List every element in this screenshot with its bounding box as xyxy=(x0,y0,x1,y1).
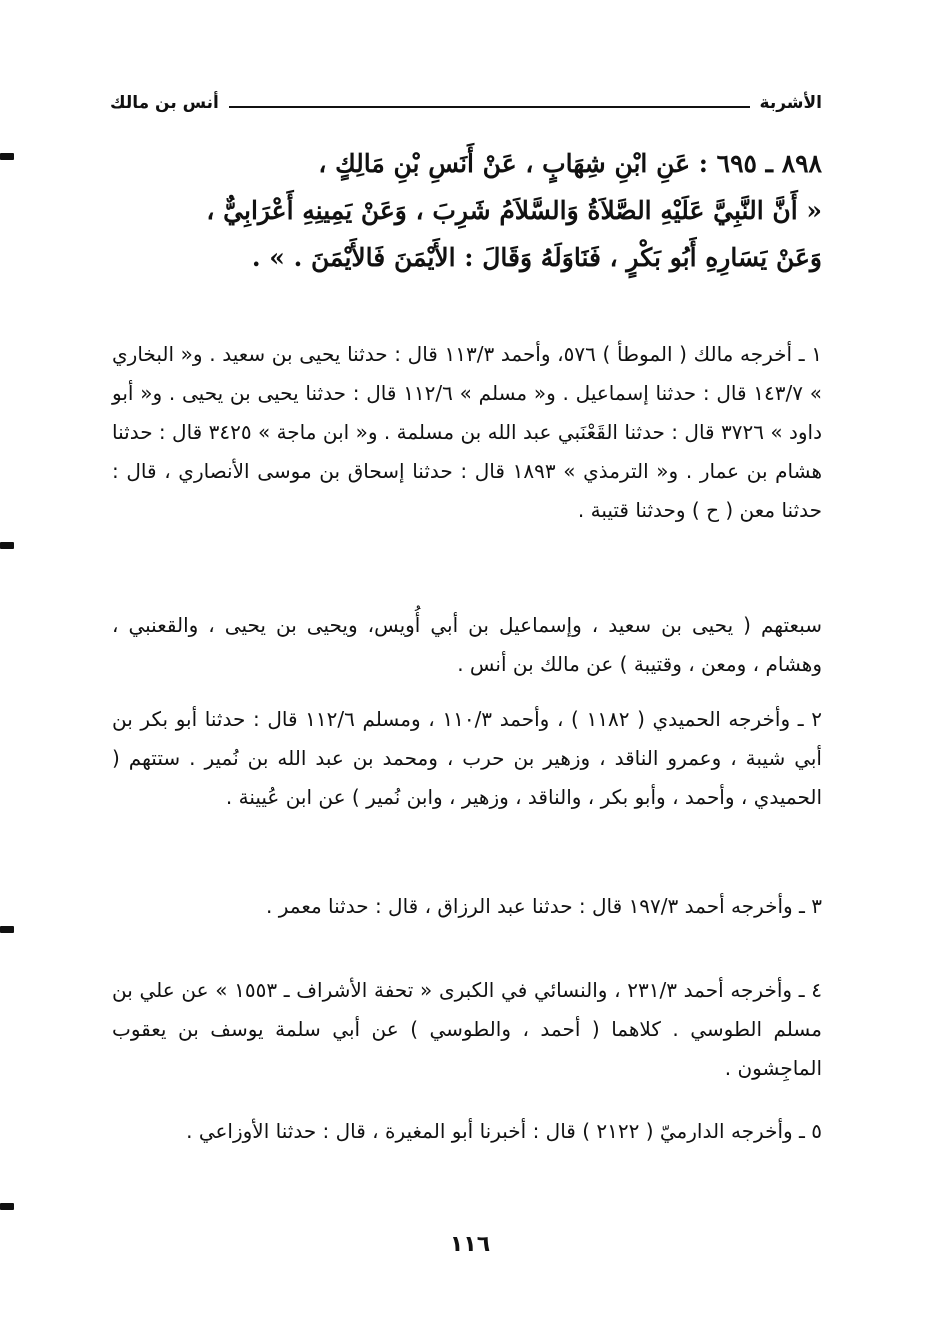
hadith-line: وَعَنْ يَسَارِهِ أَبُو بَكْرٍ ، فَنَاوَلَهُ وَقَالَ : الأَيْمَنَ فَالأَيْمَنَ . » . xyxy=(251,243,822,272)
footnote-3 xyxy=(112,887,822,926)
edge-mark-3 xyxy=(0,926,14,933)
footnote-1-summary xyxy=(112,606,822,684)
footnote-5 xyxy=(112,1112,822,1151)
footnote-1 xyxy=(112,335,822,530)
footnote-text: ٣ ـ وأخرجه أحمد ١٩٧/٣ قال : حدثنا عبد الرزاق ، قال : حدثنا معمر . xyxy=(266,894,822,918)
header-rule xyxy=(229,106,750,108)
edge-mark-2 xyxy=(0,542,14,549)
narrator-title: أنس بن مالك xyxy=(110,93,219,113)
footnote-text: ١ ـ أخرجه مالك ( الموطأ ) ٥٧٦، وأحمد ١١٣/٣ قال : حدثنا يحيى بن سعيد . و« البخاري » ١٤٣/٧ قال : حدثنا إسماعيل . و« مسلم » ١١٢/٦ قال : حدثنا يحيى بن يحيى . و« أبو داود » ٣٧٢٦ قال : حدثنا القَعْنَبي عبد الله بن مسلمة . و« ابن ماجة » ٣٤٢٥ قال : حدثنا هشام بن عمار . و« الترمذي » ١٨٩٣ قال : حدثنا إسحاق بن موسى الأنصاري ، قال : حدثنا معن ( ح ) وحدثنا قتيبة . xyxy=(112,342,823,522)
footnote-2 xyxy=(112,700,822,817)
footnote-4 xyxy=(112,971,822,1088)
edge-mark-1 xyxy=(0,153,14,160)
footnote-text: سبعتهم ( يحيى بن سعيد ، وإسماعيل بن أبي أُويس، ويحيى بن يحيى ، والقعنبي ، وهشام ، ومعن ، وقتيبة ) عن مالك بن أنس . xyxy=(112,613,822,676)
footnote-text: ٥ ـ وأخرجه الدارميّ ( ٢١٢٢ ) قال : أخبرنا أبو المغيرة ، قال : حدثنا الأوزاعي . xyxy=(186,1119,822,1143)
footnote-text: ٢ ـ وأخرجه الحميدي ( ١١٨٢ ) ، وأحمد ١١٠/٣ ، ومسلم ١١٢/٦ قال : حدثنا أبو بكر بن أبي شيبة ، وعمرو الناقد ، وزهير بن حرب ، ومحمد بن عبد الله بن نُمير . ستتهم ( الحميدي ، وأحمد ، وأبو بكر ، والناقد ، وزهير ، وابن نُمير ) عن ابن عُيينة . xyxy=(112,707,822,809)
footnote-text: ٤ ـ وأخرجه أحمد ٢٣١/٣ ، والنسائي في الكبرى « تحفة الأشراف ـ ١٥٥٣ » عن علي بن مسلم الطوسي . كلاهما ( أحمد ، والطوسي ) عن أبي سلمة يوسف بن يعقوب الماجِشون . xyxy=(112,978,823,1080)
hadith-line: ٨٩٨ ـ ٦٩٥ : عَنِ ابْنِ شِهَابٍ ، عَنْ أَنَسِ بْنِ مَالِكٍ ، xyxy=(318,149,822,178)
hadith-text xyxy=(112,140,822,281)
chapter-title: الأشربة xyxy=(759,93,822,113)
hadith-line: « أَنَّ النَّبِيَّ عَلَيْهِ الصَّلاَةُ وَالسَّلاَمُ شَرِبَ ، وَعَنْ يَمِينِهِ أَعْرَابِيٌّ ، xyxy=(206,196,822,225)
page-number: ١١٦ xyxy=(449,1232,491,1257)
running-header xyxy=(110,88,822,118)
edge-mark-4 xyxy=(0,1203,14,1210)
